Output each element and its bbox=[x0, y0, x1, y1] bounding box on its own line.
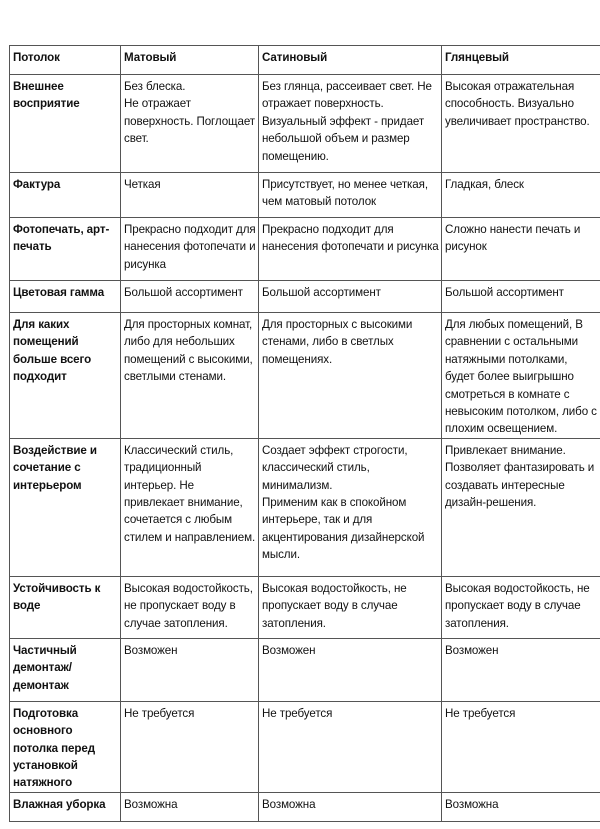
row-label: Для каких помещений больше всего подходит bbox=[10, 313, 121, 439]
table-cell: Без глянца, рассеивает свет. Не отражает поверхность. Визуальный эффект - придает небольшой объем и размер помещению. bbox=[259, 75, 442, 173]
table-cell: Привлекает внимание. Позволяет фантазировать и создавать интересные дизайн-решения. bbox=[442, 438, 600, 576]
table-cell: Для любых помещений, В сравнении с остальными натяжными потолками, будет более выигрышно смотреться в комнате с невысоким потолком, либо с плохим освещением. bbox=[442, 313, 600, 439]
table-cell: Классический стиль, традиционный интерьер. Не привлекает внимание, сочетается с любым стилем и направлением. bbox=[121, 438, 259, 576]
table-row bbox=[10, 281, 600, 313]
table-cell: Возможна bbox=[442, 792, 600, 821]
table-cell: Не требуется bbox=[442, 701, 600, 792]
table-row bbox=[10, 576, 600, 638]
table-cell: Высокая отражательная способность. Визуально увеличивает пространство. bbox=[442, 75, 600, 173]
table-row bbox=[10, 173, 600, 218]
table-cell: Для просторных с высокими стенами, либо в светлых помещениях. bbox=[259, 313, 442, 439]
table-row bbox=[10, 313, 600, 439]
comparison-table bbox=[9, 45, 600, 822]
table-cell: Прекрасно подходит для нанесения фотопечати и рисунка bbox=[259, 218, 442, 281]
table-header-row bbox=[10, 46, 600, 75]
header-cell: Потолок bbox=[10, 46, 121, 75]
row-label: Воздействие и сочетание с интерьером bbox=[10, 438, 121, 576]
table-cell: Высокая водостойкость, не пропускает воду в случае затопления. bbox=[121, 576, 259, 638]
table-cell: Возможен bbox=[442, 638, 600, 701]
header-cell: Матовый bbox=[121, 46, 259, 75]
table-cell: Гладкая, блеск bbox=[442, 173, 600, 218]
table-cell: Не требуется bbox=[259, 701, 442, 792]
table-row bbox=[10, 701, 600, 792]
row-label: Частичный демонтаж/ демонтаж bbox=[10, 638, 121, 701]
header-cell: Сатиновый bbox=[259, 46, 442, 75]
table-cell: Не требуется bbox=[121, 701, 259, 792]
row-label: Фактура bbox=[10, 173, 121, 218]
table-cell: Большой ассортимент bbox=[121, 281, 259, 313]
table-cell: Возможен bbox=[121, 638, 259, 701]
table-cell: Высокая водостойкость, не пропускает воду в случае затопления. bbox=[259, 576, 442, 638]
row-label: Фотопечать, арт-печать bbox=[10, 218, 121, 281]
row-label: Внешнее восприятие bbox=[10, 75, 121, 173]
table-row bbox=[10, 218, 600, 281]
table-cell: Присутствует, но менее четкая, чем матовый потолок bbox=[259, 173, 442, 218]
row-label: Подготовка основного потолка перед установкой натяжного bbox=[10, 701, 121, 792]
table-cell: Четкая bbox=[121, 173, 259, 218]
table-cell: Без блеска. Не отражает поверхность. Поглощает свет. bbox=[121, 75, 259, 173]
table-cell: Прекрасно подходит для нанесения фотопечати и рисунка bbox=[121, 218, 259, 281]
row-label: Влажная уборка bbox=[10, 792, 121, 821]
table-cell: Для просторных комнат, либо для небольших помещений с высокими, светлыми стенами. bbox=[121, 313, 259, 439]
table-cell: Высокая водостойкость, не пропускает воду в случае затопления. bbox=[442, 576, 600, 638]
header-cell: Глянцевый bbox=[442, 46, 600, 75]
row-label: Устойчивость к воде bbox=[10, 576, 121, 638]
table-cell: Большой ассортимент bbox=[442, 281, 600, 313]
table-cell: Возможна bbox=[121, 792, 259, 821]
table-cell: Возможен bbox=[259, 638, 442, 701]
table-row bbox=[10, 438, 600, 576]
row-label: Цветовая гамма bbox=[10, 281, 121, 313]
table-row bbox=[10, 75, 600, 173]
table-row bbox=[10, 638, 600, 701]
table-cell: Создает эффект строгости, классический стиль, минимализм. Применим как в спокойном интерьере, так и для акцентирования дизайнерской мысли. bbox=[259, 438, 442, 576]
table-cell: Сложно нанести печать и рисунок bbox=[442, 218, 600, 281]
table-cell: Большой ассортимент bbox=[259, 281, 442, 313]
table-cell: Возможна bbox=[259, 792, 442, 821]
table-row bbox=[10, 792, 600, 821]
